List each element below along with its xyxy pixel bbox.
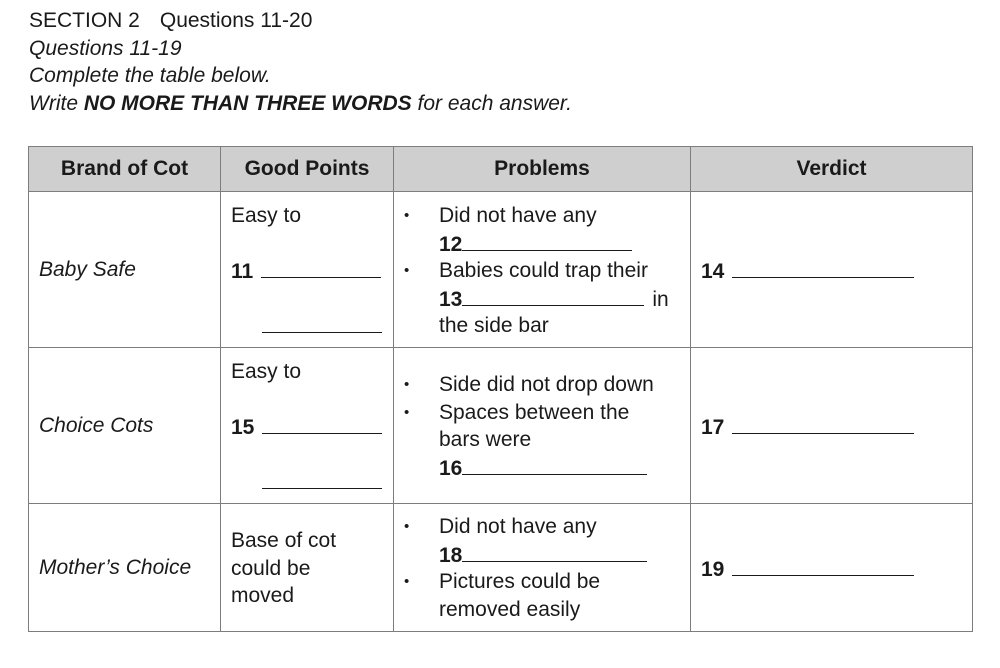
- problem-text: Spaces between the: [439, 400, 630, 424]
- bullet-icon: •: [404, 376, 410, 393]
- cot-comparison-table: [28, 146, 973, 632]
- question-number: 19: [701, 557, 725, 581]
- question-number: 14: [701, 260, 725, 283]
- problem-text: Did not have any: [439, 515, 597, 538]
- problem-text: Pictures could be: [439, 570, 601, 593]
- word-limit-instruction: [29, 90, 572, 118]
- table-row: [29, 348, 973, 504]
- answer-line: [701, 413, 914, 442]
- bullet-icon: •: [404, 207, 410, 224]
- good-points-text: could be: [231, 556, 311, 580]
- problem-text: Did not have any: [439, 204, 597, 227]
- brand-cell: Mother’s Choice: [29, 504, 221, 632]
- answer-blank[interactable]: [462, 285, 644, 306]
- good-points-text: Easy to: [231, 204, 302, 227]
- answer-blank[interactable]: [462, 230, 632, 251]
- word-limit-prefix: Write: [29, 91, 84, 115]
- problems-cell: [394, 504, 691, 632]
- table-header-row: [29, 147, 973, 192]
- verdict-cell: [691, 192, 973, 348]
- answer-blank[interactable]: [732, 555, 914, 576]
- good-points-text: moved: [231, 584, 295, 607]
- questions-subrange: Questions 11-19: [29, 36, 182, 60]
- answer-blank[interactable]: [462, 541, 647, 562]
- answer-line: [439, 541, 647, 570]
- verdict-cell: [691, 504, 973, 632]
- good-points-text: Easy to: [231, 360, 302, 383]
- problem-text: Babies could trap their: [439, 259, 648, 282]
- good-points-text: Base of cot: [231, 529, 337, 552]
- section-label: SECTION 2: [29, 9, 140, 32]
- answer-blank[interactable]: [732, 413, 914, 434]
- answer-line: [439, 285, 669, 314]
- answer-blank-continuation[interactable]: [262, 468, 382, 489]
- problem-text: removed easily: [439, 597, 581, 621]
- problems-cell: [394, 192, 691, 348]
- bullet-icon: •: [404, 262, 410, 279]
- bullet-icon: •: [404, 518, 410, 535]
- column-header-brand: Brand of Cot: [29, 147, 221, 192]
- question-number: 16: [439, 456, 463, 480]
- problems-cell: [394, 348, 691, 504]
- bullet-icon: •: [404, 403, 410, 421]
- answer-line: [231, 257, 381, 286]
- answer-line: [701, 555, 914, 584]
- word-limit-emphasis: NO MORE THAN THREE WORDS: [83, 91, 412, 115]
- answer-blank[interactable]: [462, 454, 647, 475]
- instruction-text: Complete the table below.: [29, 64, 271, 87]
- brand-cell: Choice Cots: [29, 348, 221, 504]
- problem-text: bars were: [439, 428, 532, 451]
- answer-line: [439, 454, 647, 483]
- problem-text: in: [652, 287, 669, 311]
- answer-line: [439, 230, 632, 259]
- question-number: 18: [439, 543, 463, 567]
- answer-line: [231, 413, 382, 442]
- problem-text: the side bar: [439, 314, 549, 337]
- instructions-header: [29, 7, 572, 117]
- column-header-verdict: Verdict: [691, 147, 973, 192]
- answer-line: [701, 257, 914, 286]
- verdict-cell: [691, 348, 973, 504]
- questions-range: Questions 11-20: [159, 9, 313, 32]
- word-limit-suffix: for each answer.: [411, 91, 572, 115]
- answer-blank-continuation[interactable]: [262, 312, 382, 333]
- question-number: 15: [231, 416, 255, 439]
- table-row: [29, 504, 973, 632]
- good-points-cell: [221, 192, 394, 348]
- question-number: 13: [439, 287, 463, 311]
- table-row: [29, 192, 973, 348]
- answer-blank[interactable]: [261, 257, 381, 278]
- brand-cell: Baby Safe: [29, 192, 221, 348]
- bullet-icon: •: [404, 573, 410, 590]
- good-points-cell: [221, 504, 394, 632]
- good-points-cell: [221, 348, 394, 504]
- section-title: [29, 7, 572, 35]
- problem-text: Side did not drop down: [439, 373, 654, 396]
- question-number: 17: [701, 416, 725, 439]
- column-header-good-points: Good Points: [221, 147, 394, 192]
- answer-blank[interactable]: [732, 257, 914, 278]
- question-number: 11: [231, 260, 254, 283]
- column-header-problems: Problems: [394, 147, 691, 192]
- answer-blank[interactable]: [262, 413, 382, 434]
- question-number: 12: [439, 232, 463, 256]
